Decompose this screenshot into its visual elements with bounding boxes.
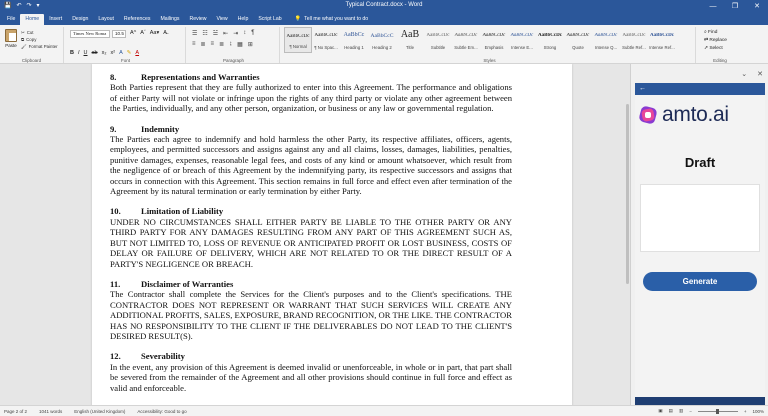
chevron-down-icon[interactable]: ⌄ xyxy=(741,70,748,78)
tab-help[interactable]: Help xyxy=(237,16,249,22)
font-color-button[interactable]: A xyxy=(135,50,140,56)
zoom-level[interactable]: 100% xyxy=(752,408,764,414)
font-size-select[interactable]: 10.5 xyxy=(112,30,126,38)
page-count[interactable]: Page 2 of 2 xyxy=(4,409,28,414)
style-heading-1[interactable]: AaBbCc Heading 1 xyxy=(343,32,365,50)
change-case-button[interactable]: Aa▾ xyxy=(149,30,160,36)
addin-header-bar xyxy=(635,83,765,95)
show-formatting-button[interactable]: ¶ xyxy=(251,30,255,36)
font-group-label: Font xyxy=(120,58,130,63)
word-count[interactable]: 1041 words xyxy=(39,409,63,414)
zoom-slider-knob[interactable] xyxy=(716,409,719,414)
tab-file[interactable]: File xyxy=(7,16,16,22)
text-effects-button[interactable]: A xyxy=(119,50,123,56)
align-left-button[interactable]: ≡ xyxy=(192,41,196,47)
ribbon xyxy=(0,25,768,64)
subscript-button[interactable]: x₂ xyxy=(101,50,107,56)
editing-group-label: Editing xyxy=(713,58,727,63)
document-title: Typical Contract.docx - Word xyxy=(345,2,423,8)
replace-icon: ⇄ xyxy=(704,38,710,43)
zoom-slider[interactable] xyxy=(698,411,738,412)
style-emphasis[interactable]: AaBbCcDc Emphasis xyxy=(482,33,506,50)
paragraph-group-label: Paragraph xyxy=(222,58,244,63)
tab-script-lab[interactable]: Script Lab xyxy=(258,16,282,22)
numbering-button[interactable]: ☷ xyxy=(202,31,208,37)
customize-quick-access-icon[interactable]: ▾ xyxy=(36,3,40,9)
grow-font-button[interactable]: A^ xyxy=(130,30,137,36)
style-intense-emphasis[interactable]: AaBbCcDc Intense E... xyxy=(510,33,534,50)
multilevel-list-button[interactable]: ☱ xyxy=(212,31,219,37)
style-no-spacing[interactable]: AaBbCcDc ¶ No Spac... xyxy=(314,33,338,50)
restore-button[interactable]: ❐ xyxy=(731,3,739,10)
copy-button[interactable]: ⧉ Copy xyxy=(21,37,37,42)
style-title[interactable]: AaB Title xyxy=(400,29,420,50)
redo-icon[interactable]: ↷ xyxy=(26,3,32,9)
section-heading: 10. Limitation of Liability xyxy=(110,206,224,217)
addin-content xyxy=(635,83,765,405)
amto-logo-mark-icon xyxy=(638,104,660,126)
align-right-button[interactable]: ≡ xyxy=(210,41,215,47)
font-name-select[interactable]: Times New Roma xyxy=(70,30,110,38)
document-body[interactable] xyxy=(110,72,512,393)
panel-footer-bar xyxy=(635,397,765,405)
brush-icon: 🖌 xyxy=(21,44,27,49)
paragraph-group xyxy=(188,27,280,63)
section-text: In the event, any provision of this Agreement is deemed invalid or unenforceable, in whole or in part, that part shall be severed from the remainder of the Agreement and all other provisions should continue in full force and effect as valid and enforceable. xyxy=(110,361,512,393)
section-heading: 12. Severability xyxy=(110,351,185,362)
style-subtle-reference[interactable]: AaBbCcDc Subtle Ref... xyxy=(622,33,646,50)
increase-indent-button[interactable]: ⇥ xyxy=(233,31,239,37)
replace-button[interactable]: ⇄ Replace xyxy=(704,38,727,43)
minimize-button[interactable]: — xyxy=(709,3,717,10)
sort-button[interactable]: ↕ xyxy=(243,30,247,36)
print-layout-icon[interactable]: ▥ xyxy=(678,408,684,413)
style-subtle-emphasis[interactable]: AaBbCcDc Subtle Em... xyxy=(454,33,478,50)
style-normal[interactable]: AaBbCcDc ¶ Normal xyxy=(284,27,312,53)
justify-button[interactable]: ≣ xyxy=(219,42,225,48)
section-text: UNDER NO CIRCUMSTANCES SHALL EITHER PARTY BE LIABLE TO THE OTHER PARTY OR ANY THIRD PARTY FOR ANY DAMAGES RESULTING FROM ANY PART OF THIS AGREEMENT SUCH AS, BUT NOT LIMITED TO, LOSS OF REVENUE OR ANTICIPATED PROFIT OR LOST BUSINESS, COSTS OF DELAY OR FAILURE OF DELIVERY, WHICH ARE NOT RELATED TO OR THE DIRECT RESULT OF A PARTY'S NEGLIGENCE OR BREACH. xyxy=(110,216,512,269)
tab-home[interactable]: Home xyxy=(20,14,44,25)
accessibility-status[interactable]: Accessibility: Good to go xyxy=(137,409,187,414)
styles-group xyxy=(284,27,696,63)
highlight-color-button[interactable]: ✎ xyxy=(126,50,132,56)
center-button[interactable]: ≣ xyxy=(200,42,206,48)
bold-button[interactable]: B xyxy=(70,50,74,56)
editing-group xyxy=(700,27,740,63)
title-bar xyxy=(0,0,768,13)
lightbulb-icon: 💡 xyxy=(294,16,302,22)
style-intense-reference[interactable]: AaBbCcDc Intense Ref... xyxy=(649,33,675,50)
styles-group-label: Styles xyxy=(483,58,496,63)
section-text: Both Parties represent that they are fully authorized to enter into this Agreement. The performance and obligations of either Party will not violate or infringe upon the rights of any third party or violate any other agreement between the Parties, individually, and any other person, organization, or business or any law or governmental regulation. xyxy=(110,82,512,114)
focus-icon[interactable]: ▣ xyxy=(658,408,663,413)
status-bar xyxy=(0,405,768,416)
copy-icon: ⧉ xyxy=(21,37,25,42)
paste-button[interactable]: Paste xyxy=(4,29,18,48)
style-quote[interactable]: AaBbCcDc Quote xyxy=(566,33,590,50)
cut-button[interactable]: ✂ Cut xyxy=(21,30,34,35)
select-button[interactable]: ➚ Select xyxy=(704,46,723,51)
tab-layout[interactable]: Layout xyxy=(98,16,114,22)
clipboard-group-label: Clipboard xyxy=(21,58,42,63)
scrollbar-thumb[interactable] xyxy=(626,104,629,284)
draft-title: Draft xyxy=(684,155,716,170)
format-painter-button[interactable]: 🖌 Format Painter xyxy=(21,44,58,49)
back-arrow-icon[interactable]: ← xyxy=(639,85,646,92)
underline-button[interactable]: U xyxy=(83,50,88,56)
line-spacing-button[interactable]: ↨ xyxy=(229,41,233,47)
clear-formatting-button[interactable]: A̶ xyxy=(163,30,167,36)
find-button[interactable]: ⌕ Find xyxy=(704,30,718,35)
window-controls xyxy=(702,0,768,13)
style-subtitle[interactable]: AaBbCcDc Subtitle xyxy=(426,33,450,50)
style-intense-quote[interactable]: AaBbCcDc Intense Q... xyxy=(594,33,618,50)
style-strong[interactable]: AaBbCcDc Strong xyxy=(538,33,562,50)
tab-view[interactable]: View xyxy=(216,16,228,22)
cursor-icon: ➚ xyxy=(704,46,710,51)
save-icon[interactable]: 💾 xyxy=(4,3,12,9)
logo-text: amto.ai xyxy=(662,103,729,126)
clipboard-group xyxy=(0,27,64,63)
read-mode-icon[interactable]: ▤ xyxy=(668,408,673,413)
search-icon: ⌕ xyxy=(704,30,709,35)
scissors-icon: ✂ xyxy=(21,30,25,35)
section-heading: 9. Indemnity xyxy=(110,123,180,134)
addin-task-pane xyxy=(630,64,768,405)
close-button[interactable]: ✕ xyxy=(754,3,760,10)
tab-references[interactable]: References xyxy=(123,16,151,22)
zoom-in-icon[interactable]: + xyxy=(743,408,747,414)
proofing-language[interactable]: English (United Kingdom) xyxy=(74,409,126,414)
clipboard-icon xyxy=(5,29,17,42)
ribbon-tabs xyxy=(0,13,768,25)
shading-button[interactable]: ▦ xyxy=(237,42,243,48)
section-heading: 11. Disclaimer of Warranties xyxy=(110,278,234,289)
undo-icon[interactable]: ↶ xyxy=(16,3,22,9)
tab-mailings[interactable]: Mailings xyxy=(160,16,180,22)
tab-review[interactable]: Review xyxy=(189,16,207,22)
borders-button[interactable]: ⊞ xyxy=(247,42,253,48)
close-icon[interactable]: ✕ xyxy=(757,70,763,78)
amto-logo xyxy=(635,103,765,127)
font-group xyxy=(66,27,186,63)
section-text: The Parties each agree to indemnify and hold harmless the other Party, its respective affiliates, officers, agents, employees, and permitted successors and assigns against any and all claims, losses, damages, liabilities, penalties, punitive damages, expenses, reasonable legal fees, and costs of any kind or amount whatsoever, which result from the negligence of or breach of this Agreement by the indemnifying party, its respective successors and assigns that occurs in connection with this Agreement. This section remains in full force and effect even after termination of the Agreement by its natural termination or early termination by either Party. xyxy=(110,134,512,197)
tell-me-box[interactable] xyxy=(287,14,368,25)
section-heading: 8. Representations and Warranties xyxy=(110,72,260,82)
shrink-font-button[interactable]: Aˇ xyxy=(140,30,146,36)
tab-design[interactable]: Design xyxy=(72,16,89,22)
bullets-button[interactable]: ☰ xyxy=(192,31,198,37)
section-text: The Contractor shall complete the Services for the Client's purposes and to the Client's specifications. THE CONTRACTOR DOES NOT REPRESENT OR WARRANT THAT SUCH SERVICES WILL CREATE ANY ADDITIONAL PROFITS, SALES, EXPOSURE, BRAND RECOGNITION, OR THE LIKE. THE CONTRACTOR HAS NO RESPONSIBILITY TO THE CLIENT IF THE DELIVERABLES DO NOT LEAD TO THE CLIENT'S DESIRED RESULT(S). xyxy=(110,289,512,341)
strikethrough-button[interactable]: ab xyxy=(91,50,98,56)
styles-gallery xyxy=(284,27,676,53)
tab-insert[interactable]: Insert xyxy=(49,16,63,22)
tell-me-text: Tell me what you want to do xyxy=(304,16,369,22)
style-heading-2[interactable]: AaBbCcC Heading 2 xyxy=(370,33,394,50)
italic-button[interactable]: I xyxy=(77,50,80,56)
zoom-out-icon[interactable]: − xyxy=(689,408,692,414)
document-area xyxy=(0,64,630,405)
superscript-button[interactable]: x² xyxy=(110,50,116,56)
decrease-indent-button[interactable]: ⇤ xyxy=(223,31,229,37)
draft-output-box[interactable] xyxy=(640,184,760,252)
document-page[interactable] xyxy=(92,64,572,405)
generate-button[interactable]: Generate xyxy=(643,272,757,291)
